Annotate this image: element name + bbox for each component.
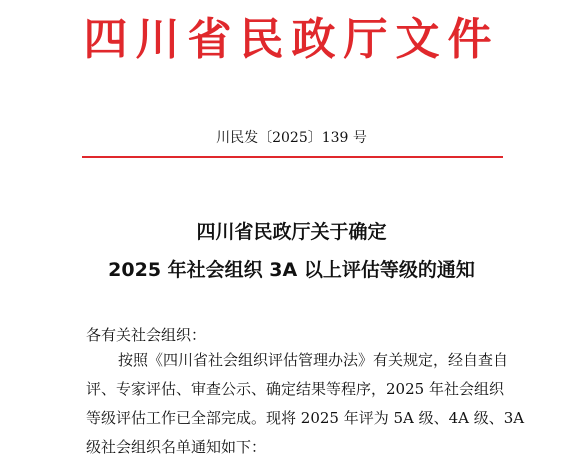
body-line-4: 级社会组织名单通知如下： xyxy=(86,438,267,456)
body-line-2: 评、专家评估、审查公示、确定结果等程序，2025 年社会组织 xyxy=(86,380,504,398)
notice-title-line-2: 2025 年社会组织 3A 以上评估等级的通知 xyxy=(108,259,475,281)
salutation: 各有关社会组织： xyxy=(86,326,207,344)
body-line-1: 按照《四川省社会组织评估管理办法》有关规定，经自查自 xyxy=(118,351,509,369)
document-masthead: 四川省民政厅文件 xyxy=(83,14,500,65)
red-divider-line xyxy=(82,156,503,158)
document-number: 川民发〔2025〕139 号 xyxy=(216,130,367,146)
notice-title-line-1: 四川省民政厅关于确定 xyxy=(196,221,387,243)
body-line-3: 等级评估工作已全部完成。现将 2025 年评为 5A 级、4A 级、3A xyxy=(86,409,525,427)
